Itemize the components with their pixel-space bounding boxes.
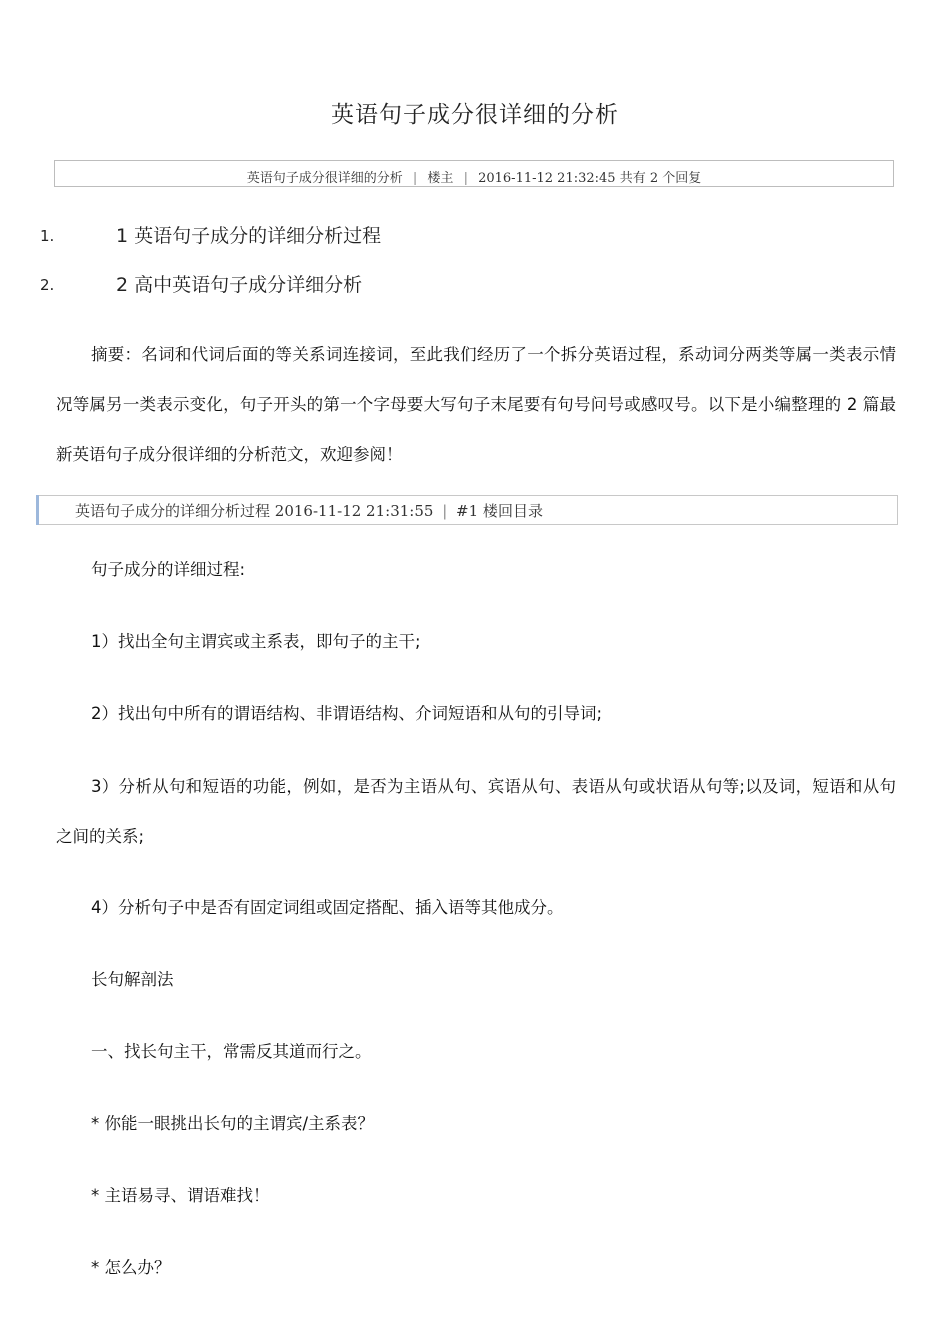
step-1: 1）找出全句主谓宾或主系表，即句子的主干; bbox=[91, 632, 421, 651]
meta-separator: | bbox=[463, 171, 468, 186]
post-datetime: 2016-11-12 21:31:55 bbox=[274, 502, 434, 520]
topic-reply-count: 共有 2 个回复 bbox=[619, 171, 702, 186]
body-heading: 句子成分的详细过程: bbox=[91, 560, 246, 579]
toc-link[interactable]: 2 高中英语句子成分详细分析 bbox=[116, 274, 363, 296]
topic-title-link[interactable]: 英语句子成分很详细的分析 bbox=[246, 171, 403, 186]
method-heading: 长句解剖法 bbox=[91, 970, 174, 989]
post-title: 英语句子成分的详细分析过程 bbox=[75, 502, 271, 520]
meta-separator: | bbox=[412, 171, 418, 186]
toc-link[interactable]: 1 英语句子成分的详细分析过程 bbox=[116, 225, 382, 247]
toc-number: 1. bbox=[40, 227, 55, 245]
topic-datetime: 2016-11-12 21:32:45 bbox=[478, 171, 616, 186]
step-3: 3）分析从句和短语的功能，例如，是否为主语从句、宾语从句、表语从句或状语从句等;以及词，短语和从句之间的关系; bbox=[56, 777, 896, 846]
toc-item[interactable] bbox=[40, 270, 540, 300]
post-header-accent bbox=[36, 495, 39, 525]
post-floor: #1 楼 bbox=[456, 502, 498, 520]
post-separator: | bbox=[442, 502, 448, 520]
document-title: 英语句子成分很详细的分析 bbox=[331, 102, 619, 128]
step-4: 4）分析句子中是否有固定词组或固定搭配、插入语等其他成分。 bbox=[91, 898, 564, 917]
back-to-toc-link[interactable]: 回目录 bbox=[497, 502, 543, 520]
toc-item[interactable] bbox=[40, 221, 540, 251]
point-1: 一、找长句主干，常需反其道而行之。 bbox=[91, 1042, 372, 1061]
topic-author: 楼主 bbox=[427, 171, 454, 186]
topic-meta-bar bbox=[54, 160, 894, 187]
toc-number: 2. bbox=[40, 276, 55, 294]
bullet-item: * 你能一眼挑出长句的主谓宾/主系表？ bbox=[91, 1114, 375, 1133]
post-header bbox=[36, 495, 898, 525]
bullet-item: * 主语易寻、谓语难找！ bbox=[91, 1186, 270, 1205]
abstract-paragraph: 摘要：名词和代词后面的等关系词连接词，至此我们经历了一个拆分英语过程，系动词分两类等属一类表示情况等属另一类表示变化，句子开头的第一个字母要大写句子末尾要有句号问号或感叹号。以下是小编整理的 2 篇最新英语句子成分很详细的分析范文，欢迎参阅！ bbox=[56, 345, 896, 464]
step-2: 2）找出句中所有的谓语结构、非谓语结构、介词短语和从句的引导词; bbox=[91, 704, 603, 723]
bullet-item: * 怎么办？ bbox=[91, 1258, 171, 1277]
